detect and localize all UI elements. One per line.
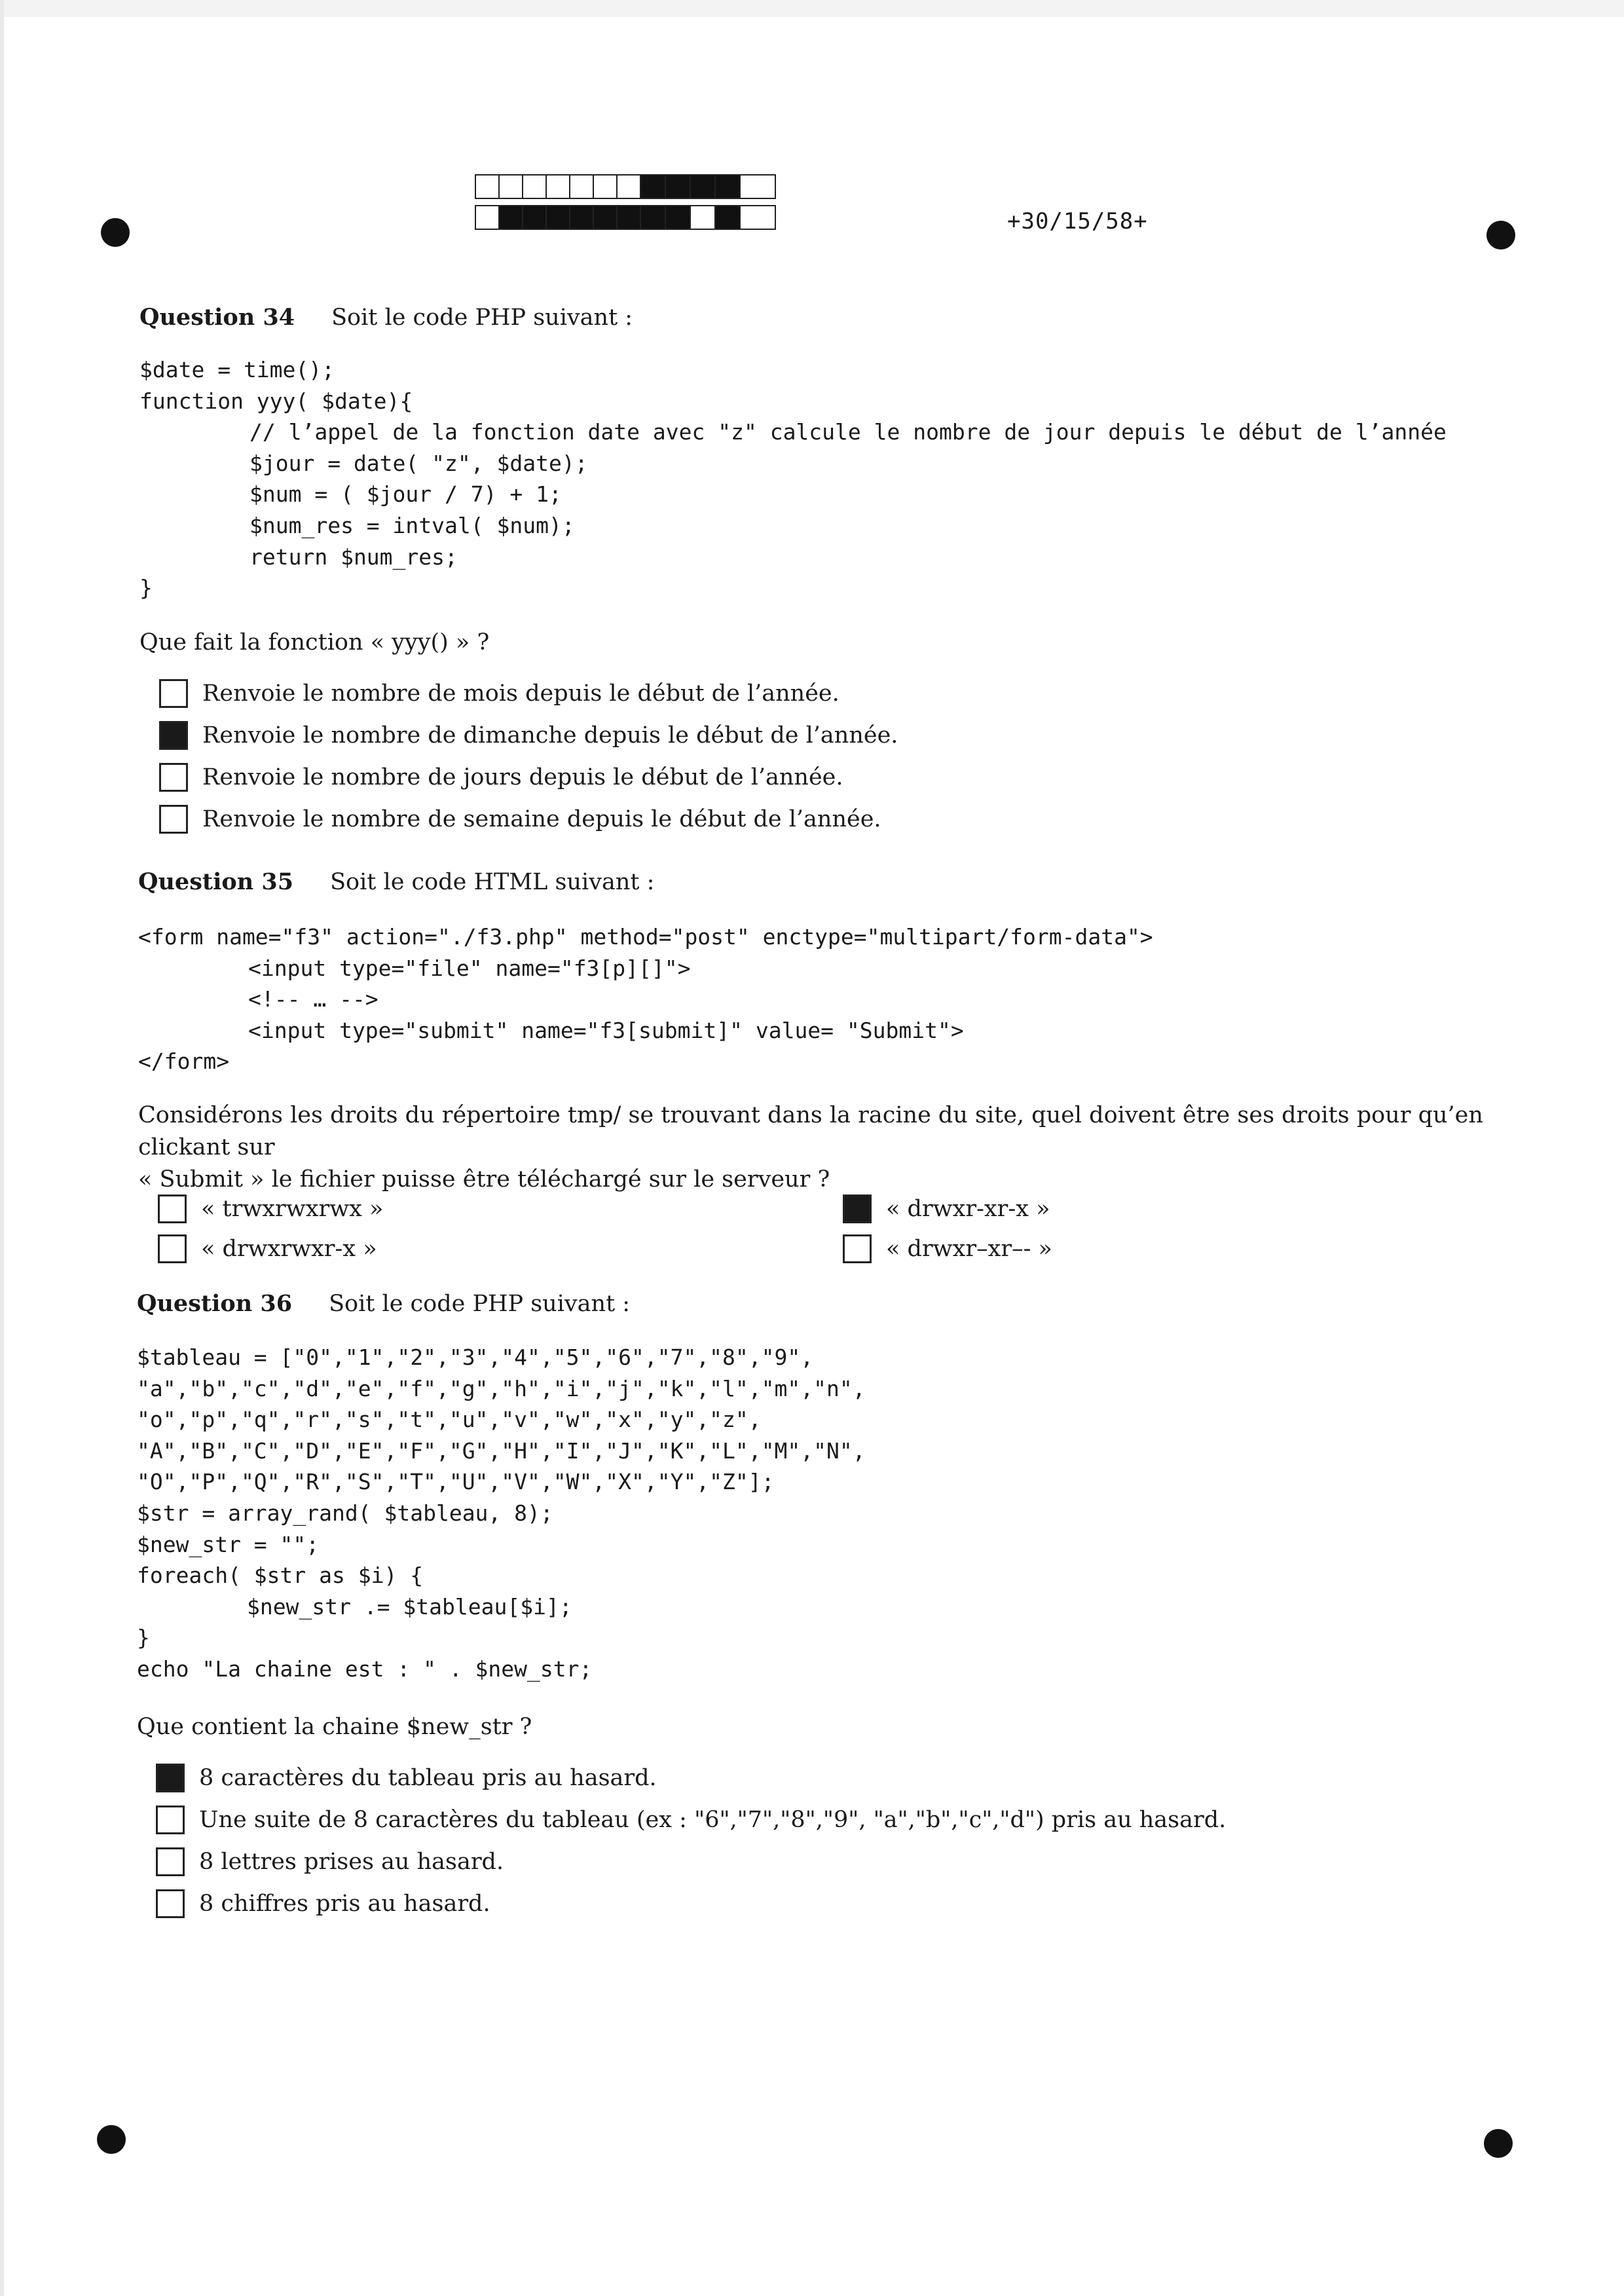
code-line: <input type="file" name="f3[p][]"> — [248, 955, 691, 981]
barcode-cell — [523, 176, 547, 198]
question-number: Question 35 — [138, 868, 294, 895]
question-36-header — [137, 1290, 630, 1317]
choice-q35-2[interactable] — [158, 1234, 377, 1263]
barcode-cell — [570, 206, 594, 229]
registration-mark-top-left — [101, 218, 130, 247]
barcode-cell — [594, 176, 618, 198]
question-text-line: « Submit » le fichier puisse être téléchargé sur le serveur ? — [138, 1166, 830, 1193]
barcode-cell — [641, 176, 666, 198]
barcode-cell — [594, 206, 618, 229]
question-number: Question 34 — [139, 304, 295, 331]
code-line: "O","P","Q","R","S","T","U","V","W","X","Y","Z"]; — [137, 1469, 775, 1495]
choice-q34-4[interactable] — [159, 805, 881, 834]
barcode-cell — [570, 176, 594, 198]
choice-label: 8 chiffres pris au hasard. — [199, 1891, 490, 1917]
registration-mark-bottom-right — [1484, 2129, 1513, 2158]
choice-q35-3[interactable] — [843, 1194, 1050, 1223]
barcode-cell — [716, 206, 741, 229]
question-prompt: Soit le code HTML suivant : — [330, 869, 655, 895]
choice-label: Renvoie le nombre de semaine depuis le début de l’année. — [202, 806, 881, 832]
checkbox-checked[interactable] — [159, 721, 188, 750]
choice-q34-2[interactable] — [159, 721, 898, 750]
code-line: $jour = date( "z", $date); — [249, 450, 588, 476]
barcode-row-top — [475, 174, 776, 199]
choice-q36-2[interactable] — [156, 1805, 1226, 1834]
question-prompt: Soit le code PHP suivant : — [331, 305, 633, 331]
checkbox[interactable] — [159, 679, 188, 708]
checkbox[interactable] — [843, 1234, 872, 1263]
barcode-cell — [691, 206, 716, 229]
choice-q34-3[interactable] — [159, 763, 843, 792]
question-34-header — [139, 304, 633, 331]
choice-label: 8 lettres prises au hasard. — [199, 1849, 504, 1875]
code-line: "o","p","q","r","s","t","u","v","w","x","y","z", — [137, 1407, 762, 1433]
choice-q36-4[interactable] — [156, 1889, 490, 1918]
question-text: Que fait la fonction « yyy() » ? — [139, 629, 490, 656]
code-line: $tableau = ["0","1","2","3","4","5","6","7","8","9", — [137, 1344, 814, 1370]
choice-q35-4[interactable] — [843, 1234, 1052, 1263]
code-line: return $num_res; — [249, 544, 458, 570]
code-line: echo "La chaine est : " . $new_str; — [137, 1656, 593, 1682]
code-line: $num_res = intval( $num); — [249, 512, 575, 538]
question-text-line: Considérons les droits du répertoire tmp/ se trouvant dans la racine du site, quel doivent être ses droits pour qu’en clickant sur — [138, 1102, 1483, 1160]
choice-label: « drwxrwxr-x » — [201, 1236, 377, 1262]
checkbox-checked[interactable] — [156, 1764, 185, 1792]
choice-q35-1[interactable] — [158, 1194, 383, 1223]
barcode-cell — [500, 206, 523, 229]
code-line: <form name="f3" action="./f3.php" method="post" enctype="multipart/form-data"> — [138, 924, 1153, 950]
question-35-header — [138, 868, 654, 895]
barcode-cell — [500, 176, 523, 198]
barcode-cell — [618, 206, 641, 229]
php-code-block — [139, 354, 1447, 604]
code-line: foreach( $str as $i) { — [137, 1563, 424, 1589]
checkbox[interactable] — [156, 1889, 185, 1918]
barcode-cell — [547, 206, 570, 229]
question-prompt: Soit le code PHP suivant : — [329, 1291, 631, 1317]
barcode-cell — [741, 176, 775, 198]
choice-label: Renvoie le nombre de jours depuis le début de l’année. — [202, 764, 843, 790]
barcode-row-bottom — [475, 205, 776, 230]
html-code-block — [138, 921, 1153, 1077]
checkbox[interactable] — [158, 1234, 187, 1263]
code-comment-line: <!-- … --> — [248, 986, 378, 1012]
barcode-cell — [666, 206, 691, 229]
barcode-cell — [691, 176, 716, 198]
php-code-block — [137, 1342, 866, 1685]
code-line: $str = array_rand( $tableau, 8); — [137, 1500, 553, 1526]
choice-q36-3[interactable] — [156, 1847, 504, 1876]
choice-label: Renvoie le nombre de dimanche depuis le début de l’année. — [202, 722, 898, 749]
code-line: $new_str .= $tableau[$i]; — [247, 1593, 572, 1620]
barcode-cell — [741, 206, 775, 229]
checkbox-checked[interactable] — [843, 1194, 872, 1223]
choice-label: « trwxrwxrwx » — [201, 1196, 384, 1222]
barcode-cell — [666, 176, 691, 198]
code-line: "a","b","c","d","e","f","g","h","i","j","k","l","m","n", — [137, 1375, 866, 1401]
checkbox[interactable] — [156, 1805, 185, 1834]
code-line: $date = time(); — [139, 357, 335, 382]
choice-label: Renvoie le nombre de mois depuis le début de l’année. — [202, 680, 840, 707]
checkbox[interactable] — [159, 763, 188, 792]
code-line: function yyy( $date){ — [139, 388, 413, 414]
code-line: </form> — [138, 1048, 230, 1075]
barcode-cell — [476, 176, 500, 198]
registration-mark-bottom-left — [97, 2125, 126, 2154]
code-line: $num = ( $jour / 7) + 1; — [249, 481, 562, 508]
choice-q36-1[interactable] — [156, 1764, 657, 1792]
barcode-cell — [547, 176, 570, 198]
choice-label: « drwxr-xr-x » — [886, 1196, 1050, 1222]
barcode-cell — [476, 206, 500, 229]
code-comment-line: // l’appel de la fonction date avec "z" calcule le nombre de jour depuis le début de l’année — [249, 419, 1447, 445]
code-line: $new_str = ""; — [137, 1531, 320, 1557]
barcode-cell — [523, 206, 547, 229]
checkbox[interactable] — [156, 1847, 185, 1876]
choice-label: « drwxr–xr–- » — [886, 1236, 1052, 1262]
barcode-cell — [641, 206, 666, 229]
code-line: } — [137, 1625, 150, 1651]
barcode-cell — [618, 176, 641, 198]
question-text — [138, 1100, 1566, 1196]
barcode-cell — [716, 176, 741, 198]
code-line: <input type="submit" name="f3[submit]" value= "Submit"> — [248, 1017, 964, 1043]
choice-label: Une suite de 8 caractères du tableau (ex : "6","7","8","9", "a","b","c","d") pris au hasard. — [199, 1807, 1227, 1833]
choice-q34-1[interactable] — [159, 679, 840, 708]
checkbox[interactable] — [159, 805, 188, 834]
code-line: "A","B","C","D","E","F","G","H","I","J","K","L","M","N", — [137, 1437, 866, 1464]
question-number: Question 36 — [137, 1290, 293, 1317]
question-text: Que contient la chaine $new_str ? — [137, 1714, 532, 1740]
choice-label: 8 caractères du tableau pris au hasard. — [199, 1765, 657, 1791]
registration-mark-top-right — [1486, 221, 1515, 250]
page-id: +30/15/58+ — [1007, 208, 1148, 234]
checkbox[interactable] — [158, 1194, 187, 1223]
code-line: } — [139, 575, 153, 601]
scan-top-edge — [0, 0, 1624, 17]
scan-left-edge — [0, 0, 4, 2296]
